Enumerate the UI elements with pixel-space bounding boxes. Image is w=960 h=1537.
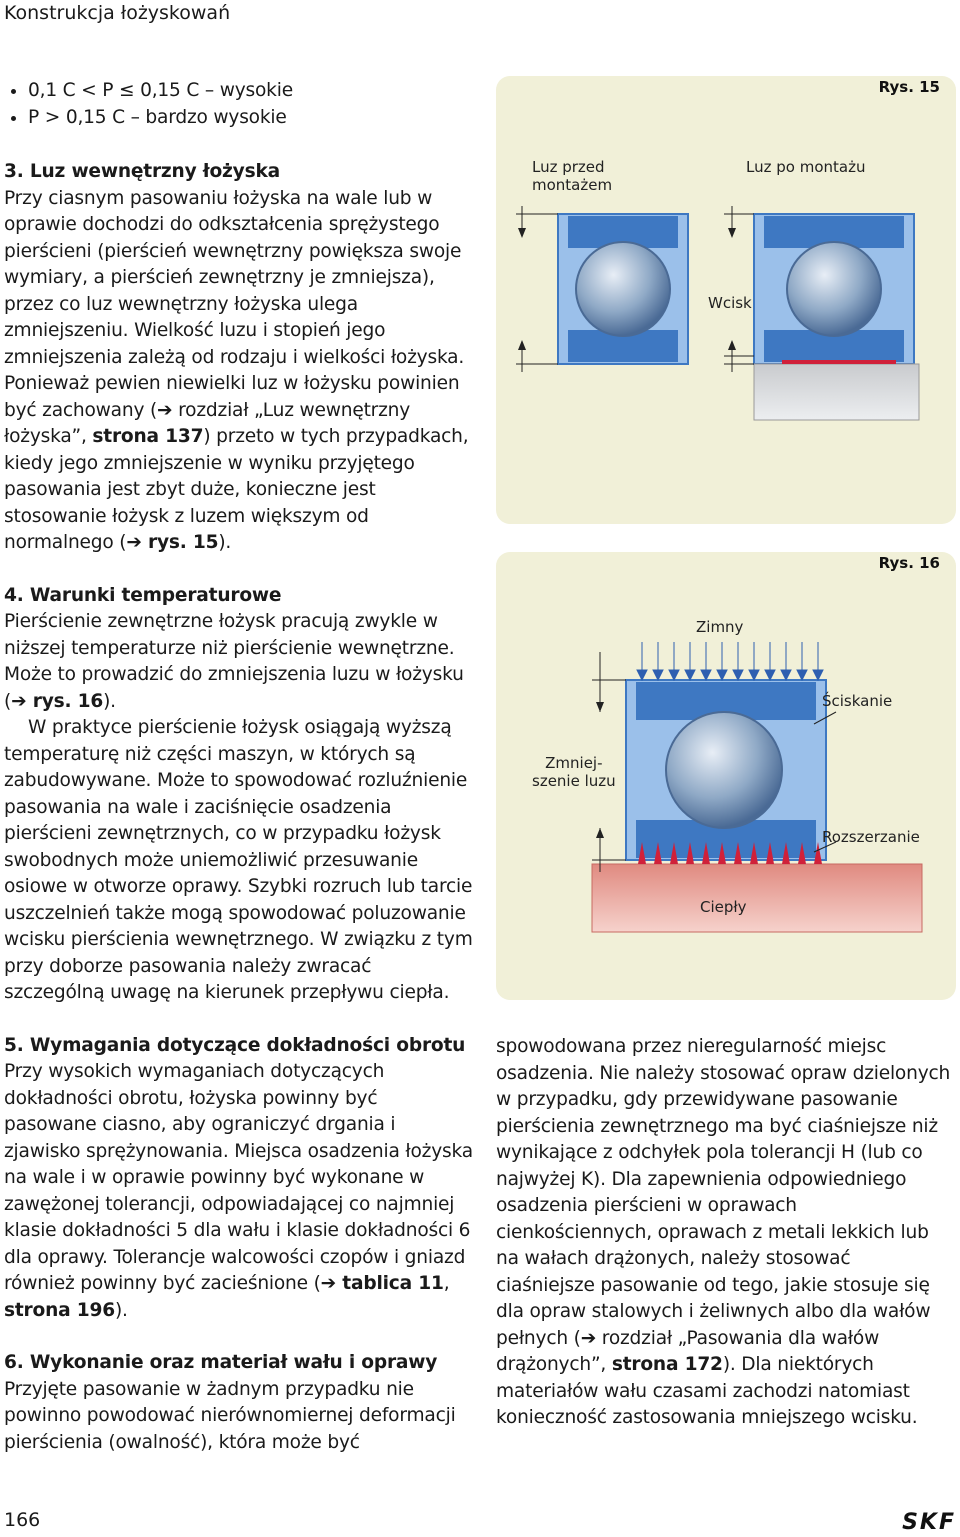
interference-zone [782,360,896,364]
arrow-right-icon: ➔ [157,399,173,421]
label-compression: Ściskanie [822,692,893,710]
page-reference-link[interactable]: strona 172 [611,1354,723,1375]
label-clearance-after: Luz po montażu [746,158,866,176]
section-temperature [4,583,474,1007]
paragraph: Pierścienie zewnętrzne łożysk pracują zwykle w niższej temperaturze niż pierścienie wewnętrzne. Może to prowadzić do zmniejszenia luzu w łożysku (➔ rys. 16). [4,611,464,712]
paragraph: Przy ciasnym pasowaniu łożyska na wale lub w oprawie dochodzi do odkształcenia sprężystego pierścieni (pierścień wewnętrzny powiększa swoje wymiary, a pierścień zewnętrzny je zmniejsza), przez co luz wewnętrzny łożyska ulega zmniejszeniu. Wielkość luzu i stopień jego zmniejszenia zależą od rodzaju i wielkości łożyska. [4,187,465,368]
page-reference-link[interactable]: strona 137 [92,426,204,447]
label-expansion: Rozszerzanie [822,828,920,846]
section-title: 5. Wymagania dotyczące dokładności obrotu [4,1034,466,1056]
figure-label: Rys. 16 [878,554,940,572]
label-clearance-reduction: Zmniej- szenie luzu [532,754,616,790]
section-title: 6. Wykonanie oraz materiał wału i oprawy [4,1352,438,1373]
cold-arrows [637,642,823,680]
figure-15-panel [496,76,956,524]
figure-reference-link[interactable]: rys. 16 [26,690,104,712]
paragraph: spowodowana przez nieregularność miejsc osadzenia. Nie należy stosować opraw dzielonych w przypadku, gdy przewidywane pasowanie pierścienia zewnętrznego ma być ciaśniejsze niż wynikające z odchyłek pola tolerancji H (lub co najwyżej K). Dla zapewnienia odpowiedniego osadzenia pierścieni w oprawach cienkościennych, oprawach z metali lekkich lub na wałach drążonych, należy stosować ciaśniejsze pasowanie od tego, jakie stosuje się dla opraw stalowych i żeliwnych albo dla wałów pełnych (➔ rozdział „Pasowania dla wałów drążonych”, strona 172). Dla niektórych materiałów wału czasami zachodzi natomiast konieczność zastosowania mniejszego wcisku. [496,1036,951,1428]
skf-logo: SKF [902,1510,956,1535]
label-interference: Wcisk [708,294,752,312]
ball-right [787,242,881,336]
section-running-accuracy [4,1033,474,1325]
bullet-item: • 0,1 C < P ≤ 0,15 C – wysokie [28,78,474,105]
load-bullet-list [4,78,474,131]
arrow-right-icon: ➔ [580,1327,597,1349]
running-header: Konstrukcja łożyskowań [4,2,231,24]
label-clearance-before: Luz przed montażem [532,158,613,194]
table-reference-link[interactable]: tablica 11 [336,1273,444,1294]
ball [666,712,782,828]
right-column [496,1034,952,1432]
paragraph: Ponieważ pewien niewielki luz w łożysku powinien być zachowany (➔ rozdział „Luz wewnętrzny łożyska”, strona 137) przeto w tych przypadkach, kiedy jego zmniejszenie w wyniku przyjętego pasowania jest zbyt duże, konieczne jest stosowanie łożysk z luzem większym od normalnego (➔ rys. 15). [4,373,469,553]
page-number: 166 [4,1509,41,1531]
label-warm: Ciepły [700,898,747,916]
page-reference-link[interactable]: strona 196 [4,1299,115,1321]
arrow-right-icon: ➔ [126,532,142,553]
shaft [754,364,919,420]
figure-label: Rys. 15 [878,78,940,96]
arrow-right-icon: ➔ [11,690,27,712]
bullet-item: • P > 0,15 C – bardzo wysokie [28,105,474,132]
paragraph: Przyjęte pasowanie w żadnym przypadku nie powinno powodować nierównomiernej deformacji pierścienia (owalność), która może być [4,1378,456,1453]
warm-shaft [592,864,922,932]
paragraph: Przy wysokich wymaganiach dotyczących dokładności obrotu, łożyska powinny być pasowane ciasno, aby ograniczyć drgania i zjawisko sprężynowania. Miejsca osadzenia łożyska na wale i w oprawie powinny być wykonane w zawężonej tolerancji, odpowiadającej co najmniej klasie dokładności 5 dla wału i klasie dokładności 6 dla oprawy. Tolerancje walcowości czopów i gniazd również powinny być zacieśnione (➔ tablica 11, strona 196). [4,1061,473,1321]
section-title: 3. Luz wewnętrzny łożyska [4,161,280,182]
ball-left [576,242,670,336]
arrow-right-icon: ➔ [320,1273,337,1294]
section-shaft-housing-material [4,1350,474,1456]
paragraph: W praktyce pierścienie łożysk osiągają wyższą temperaturę niż części maszyn, w których są zabudowywane. Może to spowodować rozluźnienie pasowania na wale i zaciśnięcie osadzenia pierścieni zewnętrznych, co w przypadku łożysk swobodnych może uniemożliwić przesuwanie osiowe w otworze oprawy. Szybki rozruch lub tarcie uszczelnień także mogą spowodować poluzowanie wcisku pierścienia wewnętrznego. W związku z tym przy doborze pasowania należy zwracać szczególną uwagę na kierunek przepływu ciepła. [4,717,473,1003]
figure-16-panel [496,552,956,1000]
label-cold: Zimny [696,618,744,636]
section-title: 4. Warunki temperaturowe [4,584,282,606]
left-column [4,78,474,1456]
figure-reference-link[interactable]: rys. 15 [141,532,219,553]
section-internal-clearance [4,159,474,557]
